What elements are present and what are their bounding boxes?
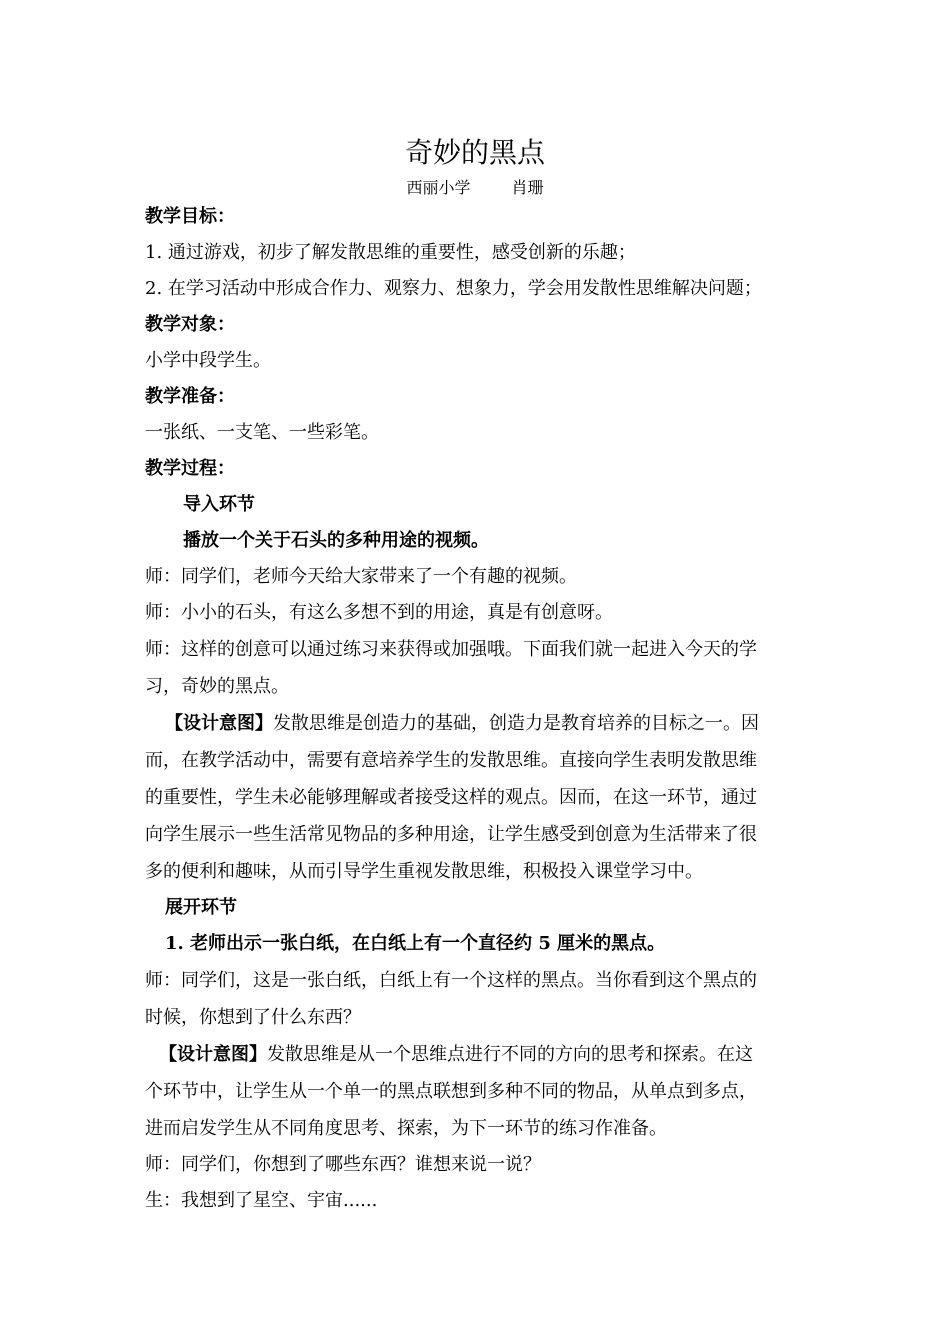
design-intent-text: 发散思维是创造力的基础，创造力是教育培养的目标之一。因 bbox=[273, 713, 759, 734]
dialogue-line: 师：小小的石头，有这么多想不到的用途，真是有创意呀。 bbox=[145, 602, 613, 623]
design-intent-paragraph bbox=[145, 705, 810, 742]
design-intent-text: 个环节中，让学生从一个单一的黑点联想到多种不同的物品，从单点到多点， bbox=[145, 1081, 757, 1102]
author-byline: 西丽小学 肖珊 bbox=[406, 178, 544, 197]
design-intent-text: 向学生展示一些生活常见物品的多种用途，让学生感受到创意为生活带来了很 bbox=[145, 824, 757, 845]
design-intent-text: 进而启发学生从不同角度思考、探索，为下一环节的练习作准备。 bbox=[145, 1118, 667, 1139]
dialogue-line: 习，奇妙的黑点。 bbox=[145, 676, 289, 697]
dialogue-line: 生：我想到了星空、宇宙...... bbox=[145, 1190, 378, 1211]
intro-activity: 播放一个关于石头的多种用途的视频。 bbox=[183, 530, 489, 551]
document-body bbox=[145, 199, 810, 1219]
section-heading-audience: 教学对象： bbox=[145, 314, 235, 335]
dialogue-line: 时候，你想到了什么东西？ bbox=[145, 1007, 361, 1028]
subsection-heading-intro: 导入环节 bbox=[183, 494, 255, 515]
design-intent-paragraph bbox=[145, 1036, 810, 1073]
section-heading-process: 教学过程： bbox=[145, 458, 235, 479]
goal-item: 2. 在学习活动中形成合作力、观察力、想象力，学会用发散性思维解决问题； bbox=[145, 278, 762, 299]
dialogue-line: 师：这样的创意可以通过练习来获得或加强哦。下面我们就一起进入今天的学 bbox=[145, 639, 757, 660]
design-intent-text: 多的便利和趣味，从而引导学生重视发散思维，积极投入课堂学习中。 bbox=[145, 861, 703, 882]
design-intent-text: 发散思维是从一个思维点进行不同的方向的思考和探索。在这 bbox=[267, 1044, 753, 1065]
audience-text: 小学中段学生。 bbox=[145, 350, 271, 371]
goal-item: 1. 通过游戏，初步了解发散思维的重要性，感受创新的乐趣； bbox=[145, 242, 636, 263]
dialogue-line: 师：同学们，你想到了哪些东西？谁想来说一说？ bbox=[145, 1154, 541, 1175]
design-intent-text: 的重要性，学生未必能够理解或者接受这样的观点。因而，在这一环节，通过 bbox=[145, 787, 757, 808]
section-heading-prep: 教学准备： bbox=[145, 386, 235, 407]
prep-text: 一张纸、一支笔、一些彩笔。 bbox=[145, 422, 379, 443]
design-intent-label: 【设计意图】 bbox=[165, 713, 273, 734]
dialogue-line: 师：同学们，这是一张白纸，白纸上有一个这样的黑点。当你看到这个黑点的 bbox=[145, 970, 757, 991]
dialogue-line: 师：同学们，老师今天给大家带来了一个有趣的视频。 bbox=[145, 566, 577, 587]
subsection-heading-develop: 展开环节 bbox=[165, 897, 237, 918]
develop-step: 1. 老师出示一张白纸，在白纸上有一个直径约 5 厘米的黑点。 bbox=[165, 933, 666, 954]
design-intent-text: 而，在教学活动中，需要有意培养学生的发散思维。直接向学生表明发散思维 bbox=[145, 750, 757, 771]
design-intent-label: 【设计意图】 bbox=[159, 1044, 267, 1065]
section-heading-goals: 教学目标： bbox=[145, 206, 235, 227]
document-title: 奇妙的黑点 bbox=[404, 136, 545, 169]
